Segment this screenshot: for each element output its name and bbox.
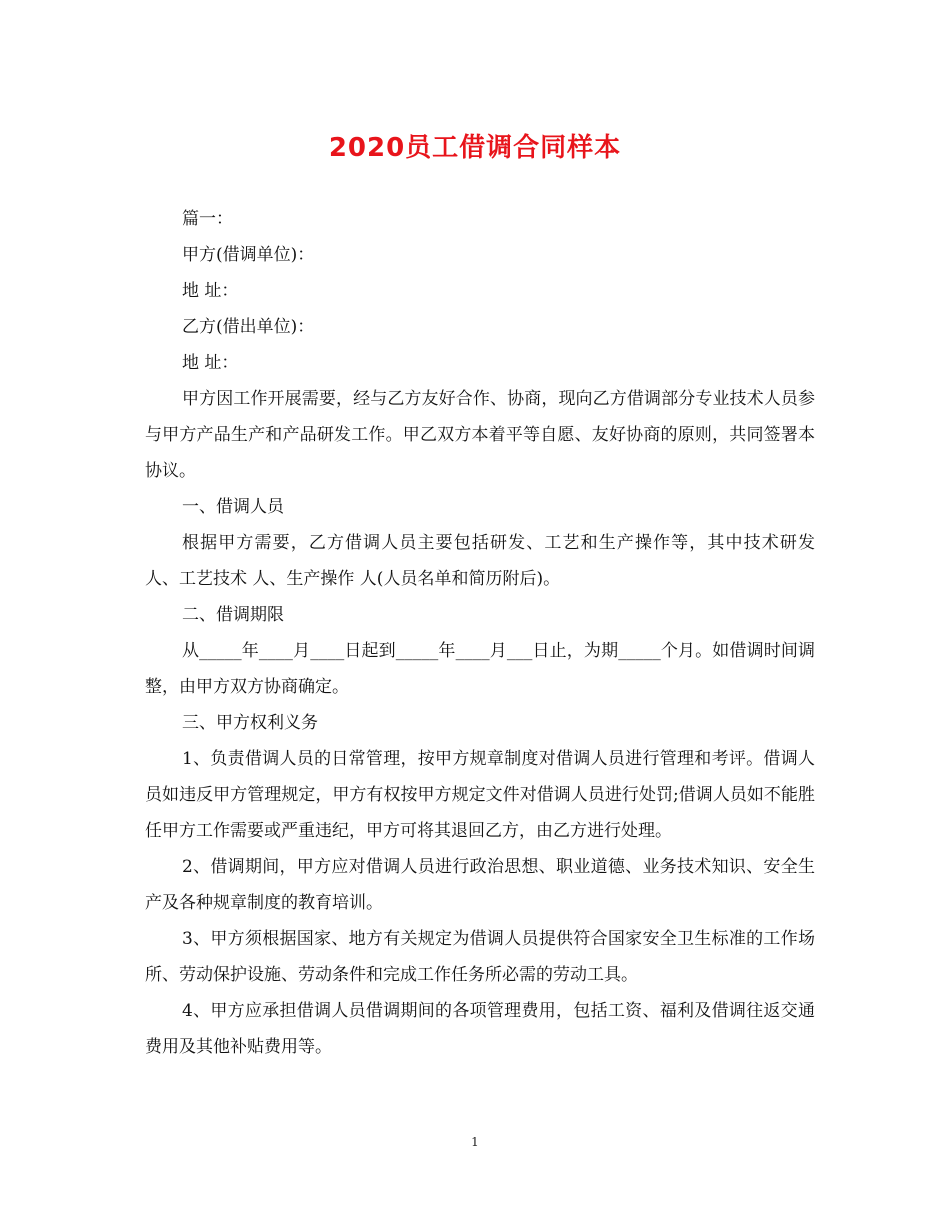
- document-title: 2020员工借调合同样本: [328, 133, 622, 163]
- paragraph-chapter: 篇一：: [182, 209, 233, 229]
- paragraph-party-a: 甲方(借调单位)：: [182, 245, 315, 265]
- paragraph-party-b-address: 地 址：: [182, 353, 239, 373]
- paragraph-party-a-address: 地 址：: [182, 281, 239, 301]
- paragraph-personnel: 根据甲方需要，乙方借调人员主要包括研发、工艺和生产操作等，其中技术研发 人、工艺技术 人、生产操作 人(人员名单和简历附后)。: [145, 533, 821, 589]
- section-heading-party-a-rights: 三、甲方权利义务: [182, 713, 318, 733]
- paragraph-clause-3: 3、甲方须根据国家、地方有关规定为借调人员提供符合国家安全卫生标准的工作场所、劳动保护设施、劳动条件和完成工作任务所必需的劳动工具。: [145, 929, 815, 985]
- paragraph-preamble: 甲方因工作开展需要，经与乙方友好合作、协商，现向乙方借调部分专业技术人员参与甲方产品生产和产品研发工作。甲乙双方本着平等自愿、友好协商的原则，共同签署本协议。: [145, 389, 815, 481]
- page-number: 1: [471, 1135, 479, 1149]
- paragraph-clause-2: 2、借调期间，甲方应对借调人员进行政治思想、职业道德、业务技术知识、安全生产及各种规章制度的教育培训。: [145, 857, 815, 913]
- paragraph-term: 从_____年____月____日起到_____年____月___日止，为期_____个月。如借调时间调整，由甲方双方协商确定。: [145, 641, 815, 697]
- paragraph-party-b: 乙方(借出单位)：: [182, 317, 315, 337]
- document-body: [145, 201, 821, 1065]
- paragraph-clause-1: 1、负责借调人员的日常管理，按甲方规章制度对借调人员进行管理和考评。借调人员如违反甲方管理规定，甲方有权按甲方规定文件对借调人员进行处罚;借调人员如不能胜任甲方工作需要或严重违纪，甲方可将其退回乙方，由乙方进行处理。: [145, 749, 815, 841]
- section-heading-term: 二、借调期限: [182, 605, 284, 625]
- section-heading-personnel: 一、借调人员: [182, 497, 284, 517]
- paragraph-clause-4: 4、甲方应承担借调人员借调期间的各项管理费用，包括工资、福利及借调往返交通费用及其他补贴费用等。: [145, 1001, 815, 1057]
